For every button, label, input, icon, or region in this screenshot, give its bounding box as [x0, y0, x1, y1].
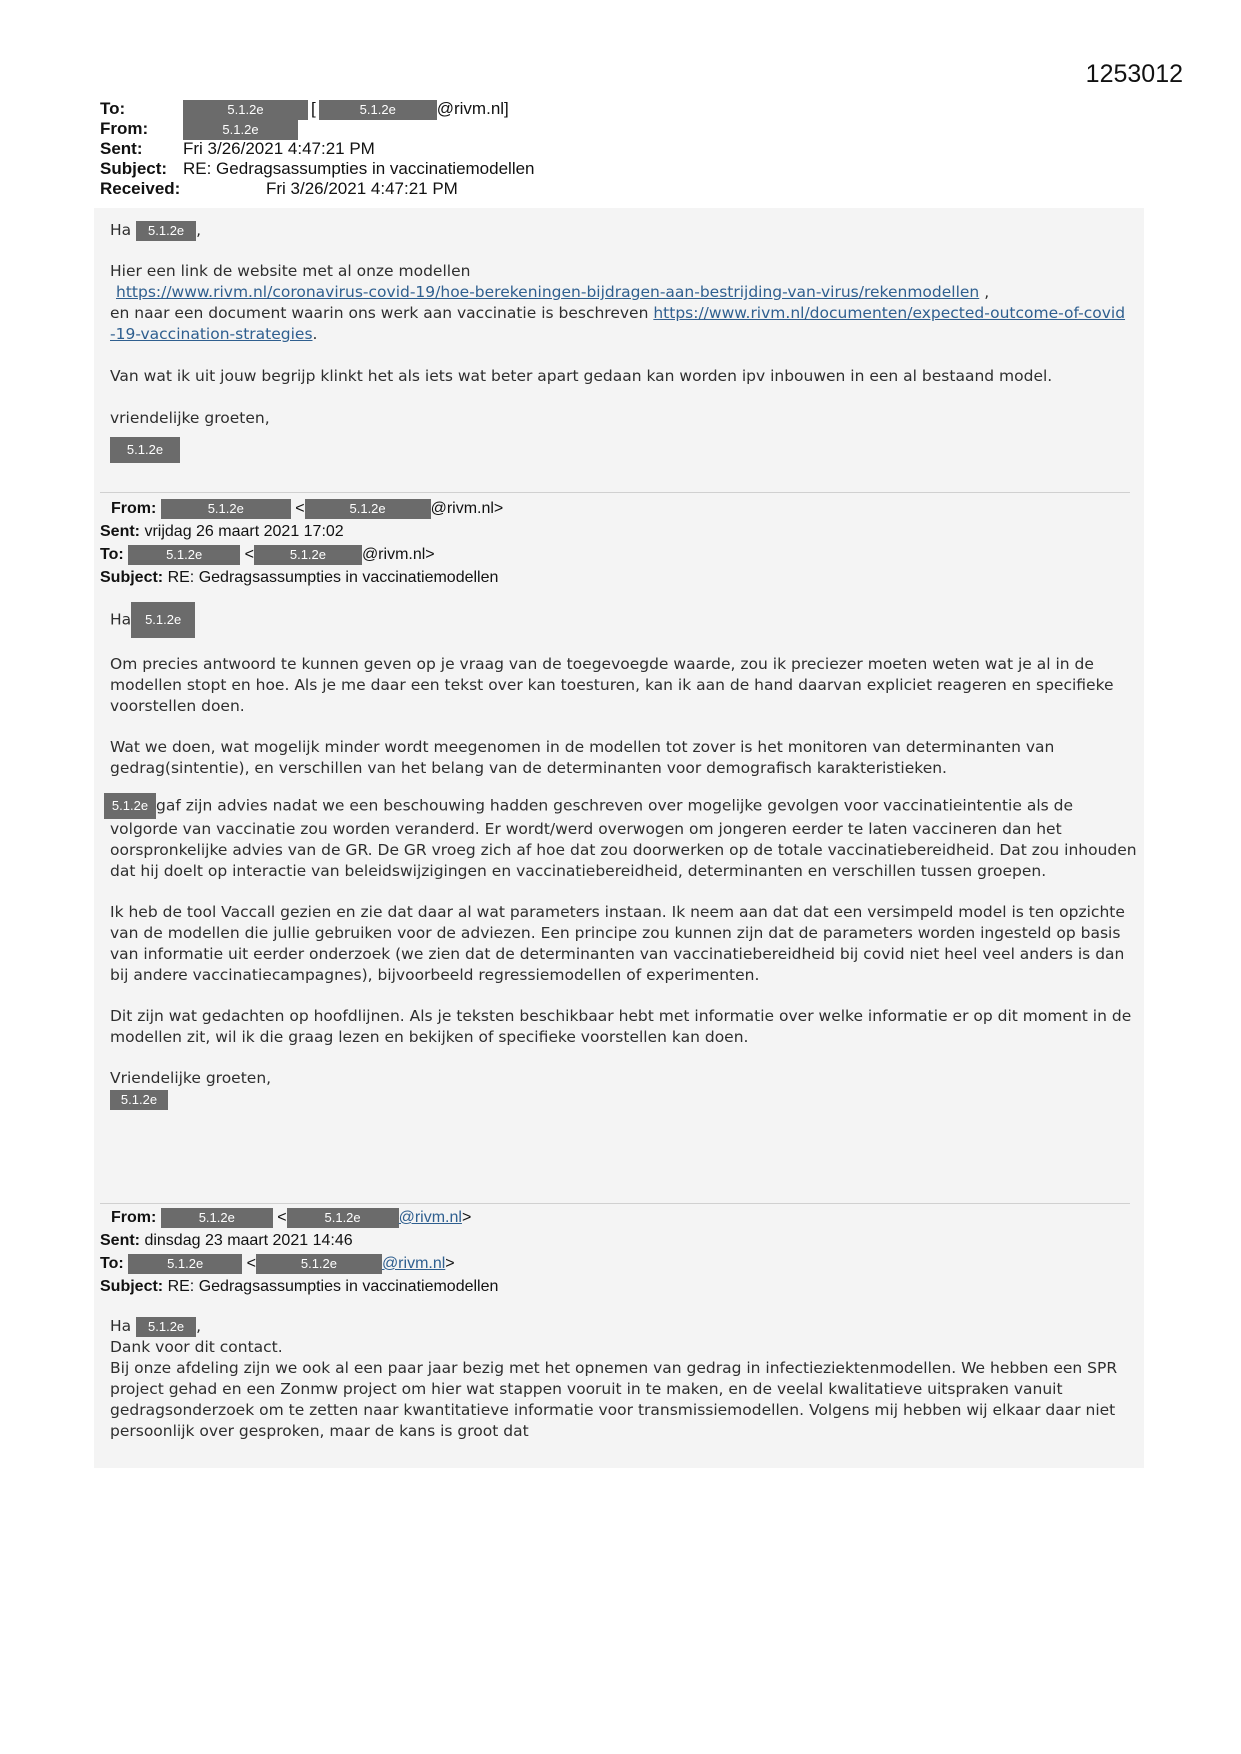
redaction-box: 5.1.2e	[161, 499, 291, 519]
greeting: Ha 5.1.2e ,	[110, 221, 202, 239]
redaction-box: 5.1.2e	[110, 1090, 168, 1110]
received-value: Fri 3/26/2021 4:47:21 PM	[266, 179, 458, 198]
document-number: 1253012	[1085, 60, 1183, 88]
email-link[interactable]: @rivm.nl	[381, 1255, 446, 1272]
redaction-box: 5.1.2e	[104, 793, 156, 819]
forward-header-2: From: 5.1.2e < 5.1.2e @rivm.nl> Sent: dinsdag 23 maart 2021 14:46 To: 5.1.2e < 5.1.2e @rivm.nl> Subject: RE: Gedragsassumpties in vaccinatiemodellen	[100, 1209, 499, 1295]
message-3	[110, 1316, 1140, 1442]
paragraph: Ik heb de tool Vaccall gezien en zie dat daar al wat parameters instaan. Ik neem aan dat dat een versimpeld model is ten opzichte van de modellen die jullie gebruiken voor de adviezen. Een principe zou kunnen zijn dat de parameters worden ingesteld op basis van informatie uit eerder onderzoek (we zien dat de determinanten van vaccinatiebereidheid bij covid niet heel veel anders is dan bij andere vaccinatiecampagnes), bijvoorbeeld regressiemodellen of experimenten.	[110, 903, 1125, 984]
redaction-box: 5.1.2e	[287, 1208, 399, 1228]
redaction-box: 5.1.2e	[256, 1254, 382, 1274]
redaction-box: 5.1.2e	[254, 545, 362, 565]
from-label: From:	[100, 119, 149, 138]
paragraph: Bij onze afdeling zijn we ook al een paar jaar bezig met het opnemen van gedrag in infectieziektenmodellen. We hebben een SPR project gehad en een Zonmw project om hier wat stappen vooruit in te maken, en de veelal kwalitatieve uitspraken vanuit gedragsonderzoek om te zetten naar kwantitatieve informatie voor transmissiemodellen. Volgens mij hebben wij elkaar daar niet persoonlijk over gesproken, maar de kans is groot dat	[110, 1359, 1118, 1440]
paragraph: Om precies antwoord te kunnen geven op je vraag van de toegevoegde waarde, zou ik preciezer moeten weten wat je al in de modellen stopt en hoe. Als je me daar een tekst over kan toesturen, kan ik aan de hand daarvan expliciet reageren en specifieke voorstellen doen.	[110, 655, 1114, 715]
subject-label: Subject:	[100, 159, 168, 178]
document-line: en naar een document waarin ons werk aan vaccinatie is beschreven	[110, 304, 649, 322]
intro-line: Hier een link de website met al onze modellen	[110, 262, 471, 280]
message-2	[110, 602, 1140, 1110]
greeting: Ha 5.1.2e	[110, 602, 1140, 638]
thanks-line: Dank voor dit contact.	[110, 1338, 283, 1356]
email-link[interactable]: @rivm.nl	[398, 1209, 462, 1226]
redaction-box: 5.1.2e	[110, 437, 180, 463]
separator	[100, 492, 1130, 493]
redaction-box: 5.1.2e	[136, 221, 196, 241]
sent-value: Fri 3/26/2021 4:47:21 PM	[183, 139, 375, 158]
closing: vriendelijke groeten,	[110, 409, 270, 427]
paragraph: Van wat ik uit jouw begrijp klinkt het als iets wat beter apart gedaan kan worden ipv inbouwen in een al bestaand model.	[110, 367, 1053, 385]
redaction-box: 5.1.2e	[128, 545, 240, 565]
redaction-box: 5.1.2e	[183, 120, 298, 140]
paragraph: 5.1.2e gaf zijn advies nadat we een beschouwing hadden geschreven over mogelijke gevolgen voor vaccinatieintentie als de volgorde van vaccinatie zou worden veranderd. Er wordt/werd overwogen om jongeren eerder te laten vaccineren dan het oorspronkelijke advies van de GR. De GR vroeg zich af hoe dat zou doorwerken op de totale vaccinatiebereidheid. Dat zou inhouden dat hij doelt op interactie van beleidswijzigingen en vaccinatiebereidheid, determinanten en verschillen tussen groepen.	[110, 793, 1140, 882]
forward-header-1: From: 5.1.2e < 5.1.2e @rivm.nl> Sent: vrijdag 26 maart 2021 17:02 To: 5.1.2e < 5.1.2e @rivm.nl> Subject: RE: Gedragsassumpties in vaccinatiemodellen	[100, 500, 504, 586]
message-1: Ha 5.1.2e , Hier een link de website met al onze modellen https://www.rivm.nl/coronavirus-covid-19/hoe-berekeningen-bijdragen-aan-bestrijding-van-virus/rekenmodellen , en naar een document waarin ons werk aan vaccinatie is beschreven https://www.rivm.nl/documenten/expected-outcome-of-covid-19-vaccination-strategies. Van wat ik uit jouw begrijp klinkt het als iets wat beter apart gedaan kan worden ipv inbouwen in een al bestaand model. vriendelijke groeten, 5.1.2e	[110, 220, 1140, 463]
separator	[100, 1203, 1130, 1204]
vaccination-strategies-link[interactable]: https://www.rivm.nl/documenten/expected-outcome-of-covid-19-vaccination-strategies	[110, 304, 1126, 343]
sent-label: Sent:	[100, 139, 143, 158]
redaction-box: 5.1.2e	[183, 100, 308, 120]
redaction-box: 5.1.2e	[128, 1254, 242, 1274]
to-address: @rivm.nl]	[436, 99, 509, 118]
redaction-box: 5.1.2e	[136, 1317, 196, 1337]
greeting: Ha 5.1.2e ,	[110, 1317, 202, 1335]
redaction-box: 5.1.2e	[161, 1208, 273, 1228]
rekenmodellen-link[interactable]: https://www.rivm.nl/coronavirus-covid-19/hoe-berekeningen-bijdragen-aan-bestrijding-van-virus/rekenmodellen	[116, 283, 980, 301]
redaction-box: 5.1.2e	[319, 100, 437, 120]
redaction-box: 5.1.2e	[131, 602, 195, 638]
subject-value: RE: Gedragsassumpties in vaccinatiemodellen	[183, 159, 535, 178]
paragraph: Wat we doen, wat mogelijk minder wordt meegenomen in de modellen tot zover is het monitoren van determinanten van gedrag(sintentie), en verschillen van het belang van de determinanten voor demografisch karakteristieken.	[110, 738, 1055, 777]
to-label: To:	[100, 99, 126, 118]
closing: Vriendelijke groeten,	[110, 1069, 272, 1087]
received-label: Received:	[100, 179, 181, 198]
redaction-box: 5.1.2e	[305, 499, 431, 519]
paragraph: Dit zijn wat gedachten op hoofdlijnen. Als je teksten beschikbaar hebt met informatie over welke informatie er op dit moment in de modellen zit, wil ik die graag lezen en bekijken of specifieke voorstellen kan doen.	[110, 1007, 1132, 1046]
